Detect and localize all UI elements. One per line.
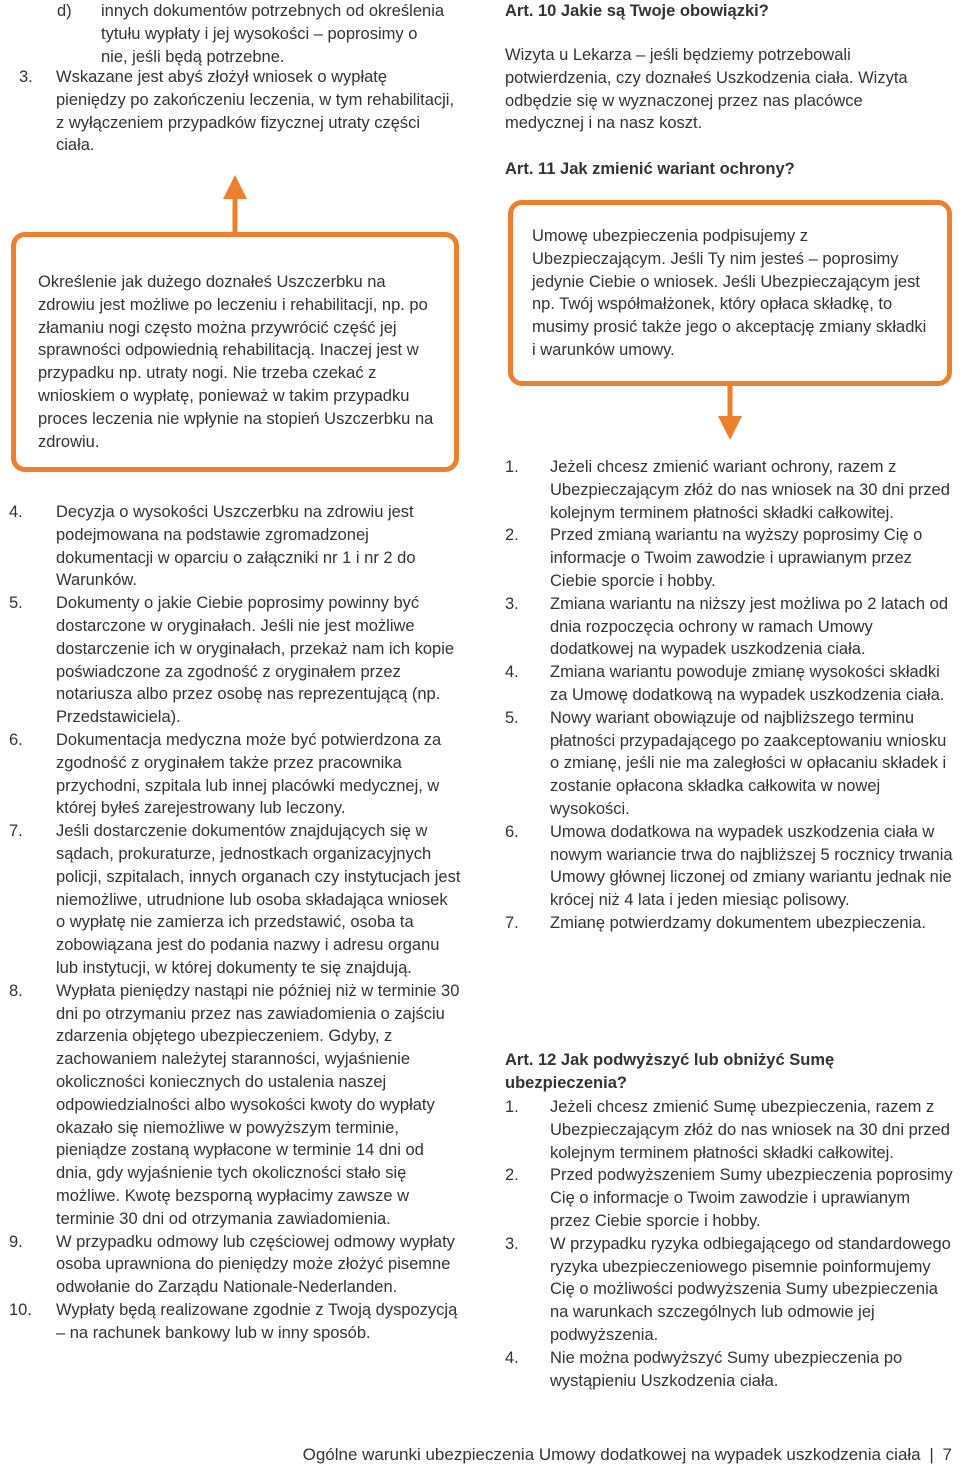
list-item-8 <box>9 980 461 1231</box>
item-number: 7. <box>9 822 23 841</box>
art11-list <box>505 456 955 935</box>
item-text: W przypadku odmowy lub częściowej odmowy wypłaty osoba uprawniona do pieniędzy może złożyć pisemne odwołanie do Zarządu Nationale-Nederlanden. <box>56 1232 455 1297</box>
art11-heading: Art. 11 Jak zmienić wariant ochrony? <box>505 160 795 178</box>
item-text: Przed podwyższeniem Sumy ubezpieczenia poprosimy Cię o informacje o Twoim zawodzie i uprawianym przez Ciebie sporcie i hobby. <box>550 1166 953 1230</box>
item-number: 7. <box>505 913 519 932</box>
item-text: Dokumenty o jakie Ciebie poprosimy powinny być dostarczone w oryginałach. Jeśli nie jest możliwe dostarczenie ich w oryginałach, przekaż nam ich kopie poświadczone za zgodność z oryginałem przez notariusza albo przez osobę nas reprezentującą (np. Przedstawiciela). <box>56 594 455 727</box>
item-number: 10. <box>9 1300 32 1319</box>
art11-item-7 <box>505 912 955 935</box>
list-item-3 <box>19 66 459 157</box>
info-box-text: Umowę ubezpieczenia podpisujemy z Ubezpieczającym. Jeśli Ty nim jesteś – poprosimy jedynie Ciebie o wniosek. Jeśli Ubezpieczającym jest np. Twój współmałżonek, który opłaca składkę, to musimy prosić także jego o akceptację zmiany składki i warunków umowy. <box>532 227 927 359</box>
item-text: Nie można podwyższyć Sumy ubezpieczenia po wystąpieniu Uszkodzenia ciała. <box>550 1348 903 1390</box>
art12-list <box>505 1096 955 1392</box>
item-number: 3. <box>505 1234 519 1253</box>
item-number: 2. <box>505 1166 519 1185</box>
footer-title: Ogólne warunki ubezpieczenia Umowy dodatkowej na wypadek uszkodzenia ciała <box>302 1445 921 1464</box>
art11-item-6 <box>505 821 955 912</box>
item-number: 5. <box>505 708 519 727</box>
left-list <box>9 501 461 1344</box>
item-text: Wskazane jest abyś złożył wniosek o wypłatę pieniędzy po zakończeniu leczenia, w tym rehabilitacji, z wyłączeniem przypadków fizycznej utraty części ciała. <box>56 68 455 155</box>
footer-separator: | <box>929 1445 934 1464</box>
item-text: Dokumentacja medyczna może być potwierdzona za zgodność z oryginałem także przez pracownika przychodni, szpitala lub innej placówki medycznej, w której byłeś zarejestrowany lub leczony. <box>56 730 442 818</box>
item-number: 4. <box>505 1348 519 1367</box>
page-number: 7 <box>942 1445 952 1464</box>
art11-item-4 <box>505 661 955 707</box>
item-number: d) <box>57 2 72 20</box>
art12-item-4 <box>505 1347 955 1393</box>
item-number: 1. <box>505 458 519 476</box>
list-item-4 <box>9 501 461 592</box>
item-text: Jeżeli chcesz zmienić Sumę ubezpieczenia, razem z Ubezpieczającym złóż do nas wniosek na 30 dni przed kolejnym terminem płatności składki całkowitej. <box>550 1098 950 1162</box>
item-number: 6. <box>505 822 519 841</box>
list-item-d <box>57 0 445 68</box>
item-text: Jeżeli chcesz zmienić wariant ochrony, razem z Ubezpieczającym złóż do nas wniosek na 30 dni przed kolejnym terminem płatności składki całkowitej. <box>550 458 950 522</box>
art11-item-3 <box>505 593 955 661</box>
art12-item-3 <box>505 1233 955 1347</box>
list-item-6 <box>9 729 461 820</box>
info-box-text: Określenie jak dużego doznałeś Uszczerbku na zdrowiu jest możliwe po leczeniu i rehabilitacji, np. po złamaniu nogi często można przywrócić część jej sprawności odpowiednią rehabilitacją. Inaczej jest w przypadku np. utraty nogi. Nie trzeba czekać z wnioskiem o wypłatę, ponieważ w takim przypadku proces leczenia nie wpłynie na stopień Uszczerbku na zdrowiu. <box>38 273 434 451</box>
item-number: 8. <box>9 981 23 1000</box>
item-number: 2. <box>505 526 519 545</box>
item-text: Przed zmianą wariantu na wyższy poprosimy Cię o informacje o Twoim zawodzie i uprawianym przez Ciebie sporcie i hobby. <box>550 526 923 590</box>
art11-item-1 <box>505 456 955 524</box>
item-text: Zmiana wariantu na niższy jest możliwa po 2 latach od dnia rozpoczęcia ochrony w ramach Umowy dodatkowej na wypadek uszkodzenia ciała. <box>550 594 949 659</box>
list-item-9 <box>9 1231 461 1299</box>
list-item-5 <box>9 592 461 729</box>
info-box-left <box>11 232 459 472</box>
item-number: 5. <box>9 594 23 613</box>
item-text: Nowy wariant obowiązuje od najbliższego terminu płatności przypadającego po zaakceptowaniu wniosku o zmianę, jeśli nie ma zaległości w opłacaniu składek i zostanie opłacona składka całkowita w nowej wysokości. <box>550 708 947 818</box>
item-text: Wypłaty będą realizowane zgodnie z Twoją dyspozycją – na rachunek bankowy lub w inny sposób. <box>56 1300 458 1342</box>
item-number: 4. <box>505 663 519 682</box>
item-number: 4. <box>9 503 23 521</box>
item-text: Wypłata pieniędzy nastąpi nie później niż w terminie 30 dni po otrzymaniu przez nas zawiadomienia o zajściu zdarzenia objętego ubezpieczeniem. Gdyby, z zachowaniem należytej staranności, wyjaśnienie okoliczności koniecznych do ustalenia naszej odpowiedzialności albo wysokości kwoty do wypłaty okazało się niemożliwe w powyższym terminie, pieniądze zostaną wypłacone w terminie 14 dni od dnia, gdy wyjaśnienie tych okoliczności stało się możliwe. Kwotę bezsporną wypłacimy zawsze w terminie 30 dni od otrzymania zawiadomienia. <box>56 981 460 1228</box>
arrow-up-icon <box>219 175 251 235</box>
item-text: Zmianę potwierdzamy dokumentem ubezpieczenia. <box>550 913 927 932</box>
art12-heading: Art. 12 Jak podwyższyć lub obniżyć Sumę ubezpieczenia? <box>505 1051 835 1092</box>
item-text: Umowa dodatkowa na wypadek uszkodzenia ciała w nowym wariancie trwa do najbliższej 5 rocznicy trwania Umowy głównej liczonej od zmiany wariantu jednak nie krócej niż 4 lata i jeden miesiąc polisowy. <box>550 822 953 910</box>
arrow-down-icon <box>714 382 746 442</box>
art10-heading: Art. 10 Jakie są Twoje obowiązki? <box>505 2 769 20</box>
item-number: 3. <box>505 594 519 613</box>
art12-item-1 <box>505 1096 955 1164</box>
item-number: 3. <box>19 68 33 86</box>
list-item-10 <box>9 1299 461 1345</box>
art10-text: Wizyta u Lekarza – jeśli będziemy potrzebowali potwierdzenia, czy doznałeś Uszkodzenia ciała. Wizyta odbędzie się w wyznaczonej przez nas placówce medycznej i na nasz koszt. <box>505 46 908 133</box>
art11-item-5 <box>505 707 955 821</box>
item-text: W przypadku ryzyka odbiegającego od standardowego ryzyka ubezpieczeniowego pisemnie poinformujemy Cię o możliwości podwyższenia Sumy ubezpieczenia na warunkach szczególnych lub odmowie jej podwyższenia. <box>550 1234 951 1344</box>
item-text: innych dokumentów potrzebnych od określenia tytułu wypłaty i jej wysokości – poprosimy o nie, jeśli będą potrzebne. <box>101 2 445 66</box>
item-text: Decyzja o wysokości Uszczerbku na zdrowiu jest podejmowana na podstawie zgromadzonej dokumentacji w oparciu o załączniki nr 1 i nr 2 do Warunków. <box>56 503 416 590</box>
item-text: Zmiana wariantu powoduje zmianę wysokości składki za Umowę dodatkową na wypadek uszkodzenia ciała. <box>550 663 945 704</box>
item-number: 9. <box>9 1232 23 1251</box>
art11-item-2 <box>505 524 955 592</box>
list-item-7 <box>9 820 461 980</box>
item-number: 1. <box>505 1098 519 1116</box>
info-box-right <box>508 200 952 386</box>
item-text: Jeśli dostarczenie dokumentów znajdujących się w sądach, prokuraturze, jednostkach organizacyjnych policji, szpitalach, innych organach czy instytucjach jest niemożliwe, utrudnione lub osoba składająca wniosek o wypłatę nie zamierza ich przedstawić, osoba ta zobowiązana jest do podania nazwy i adresu organu lub instytucji, w której dokumenty te się znajdują. <box>56 822 461 977</box>
art12-item-2 <box>505 1164 955 1232</box>
item-number: 6. <box>9 730 23 749</box>
page-footer <box>303 1444 952 1467</box>
